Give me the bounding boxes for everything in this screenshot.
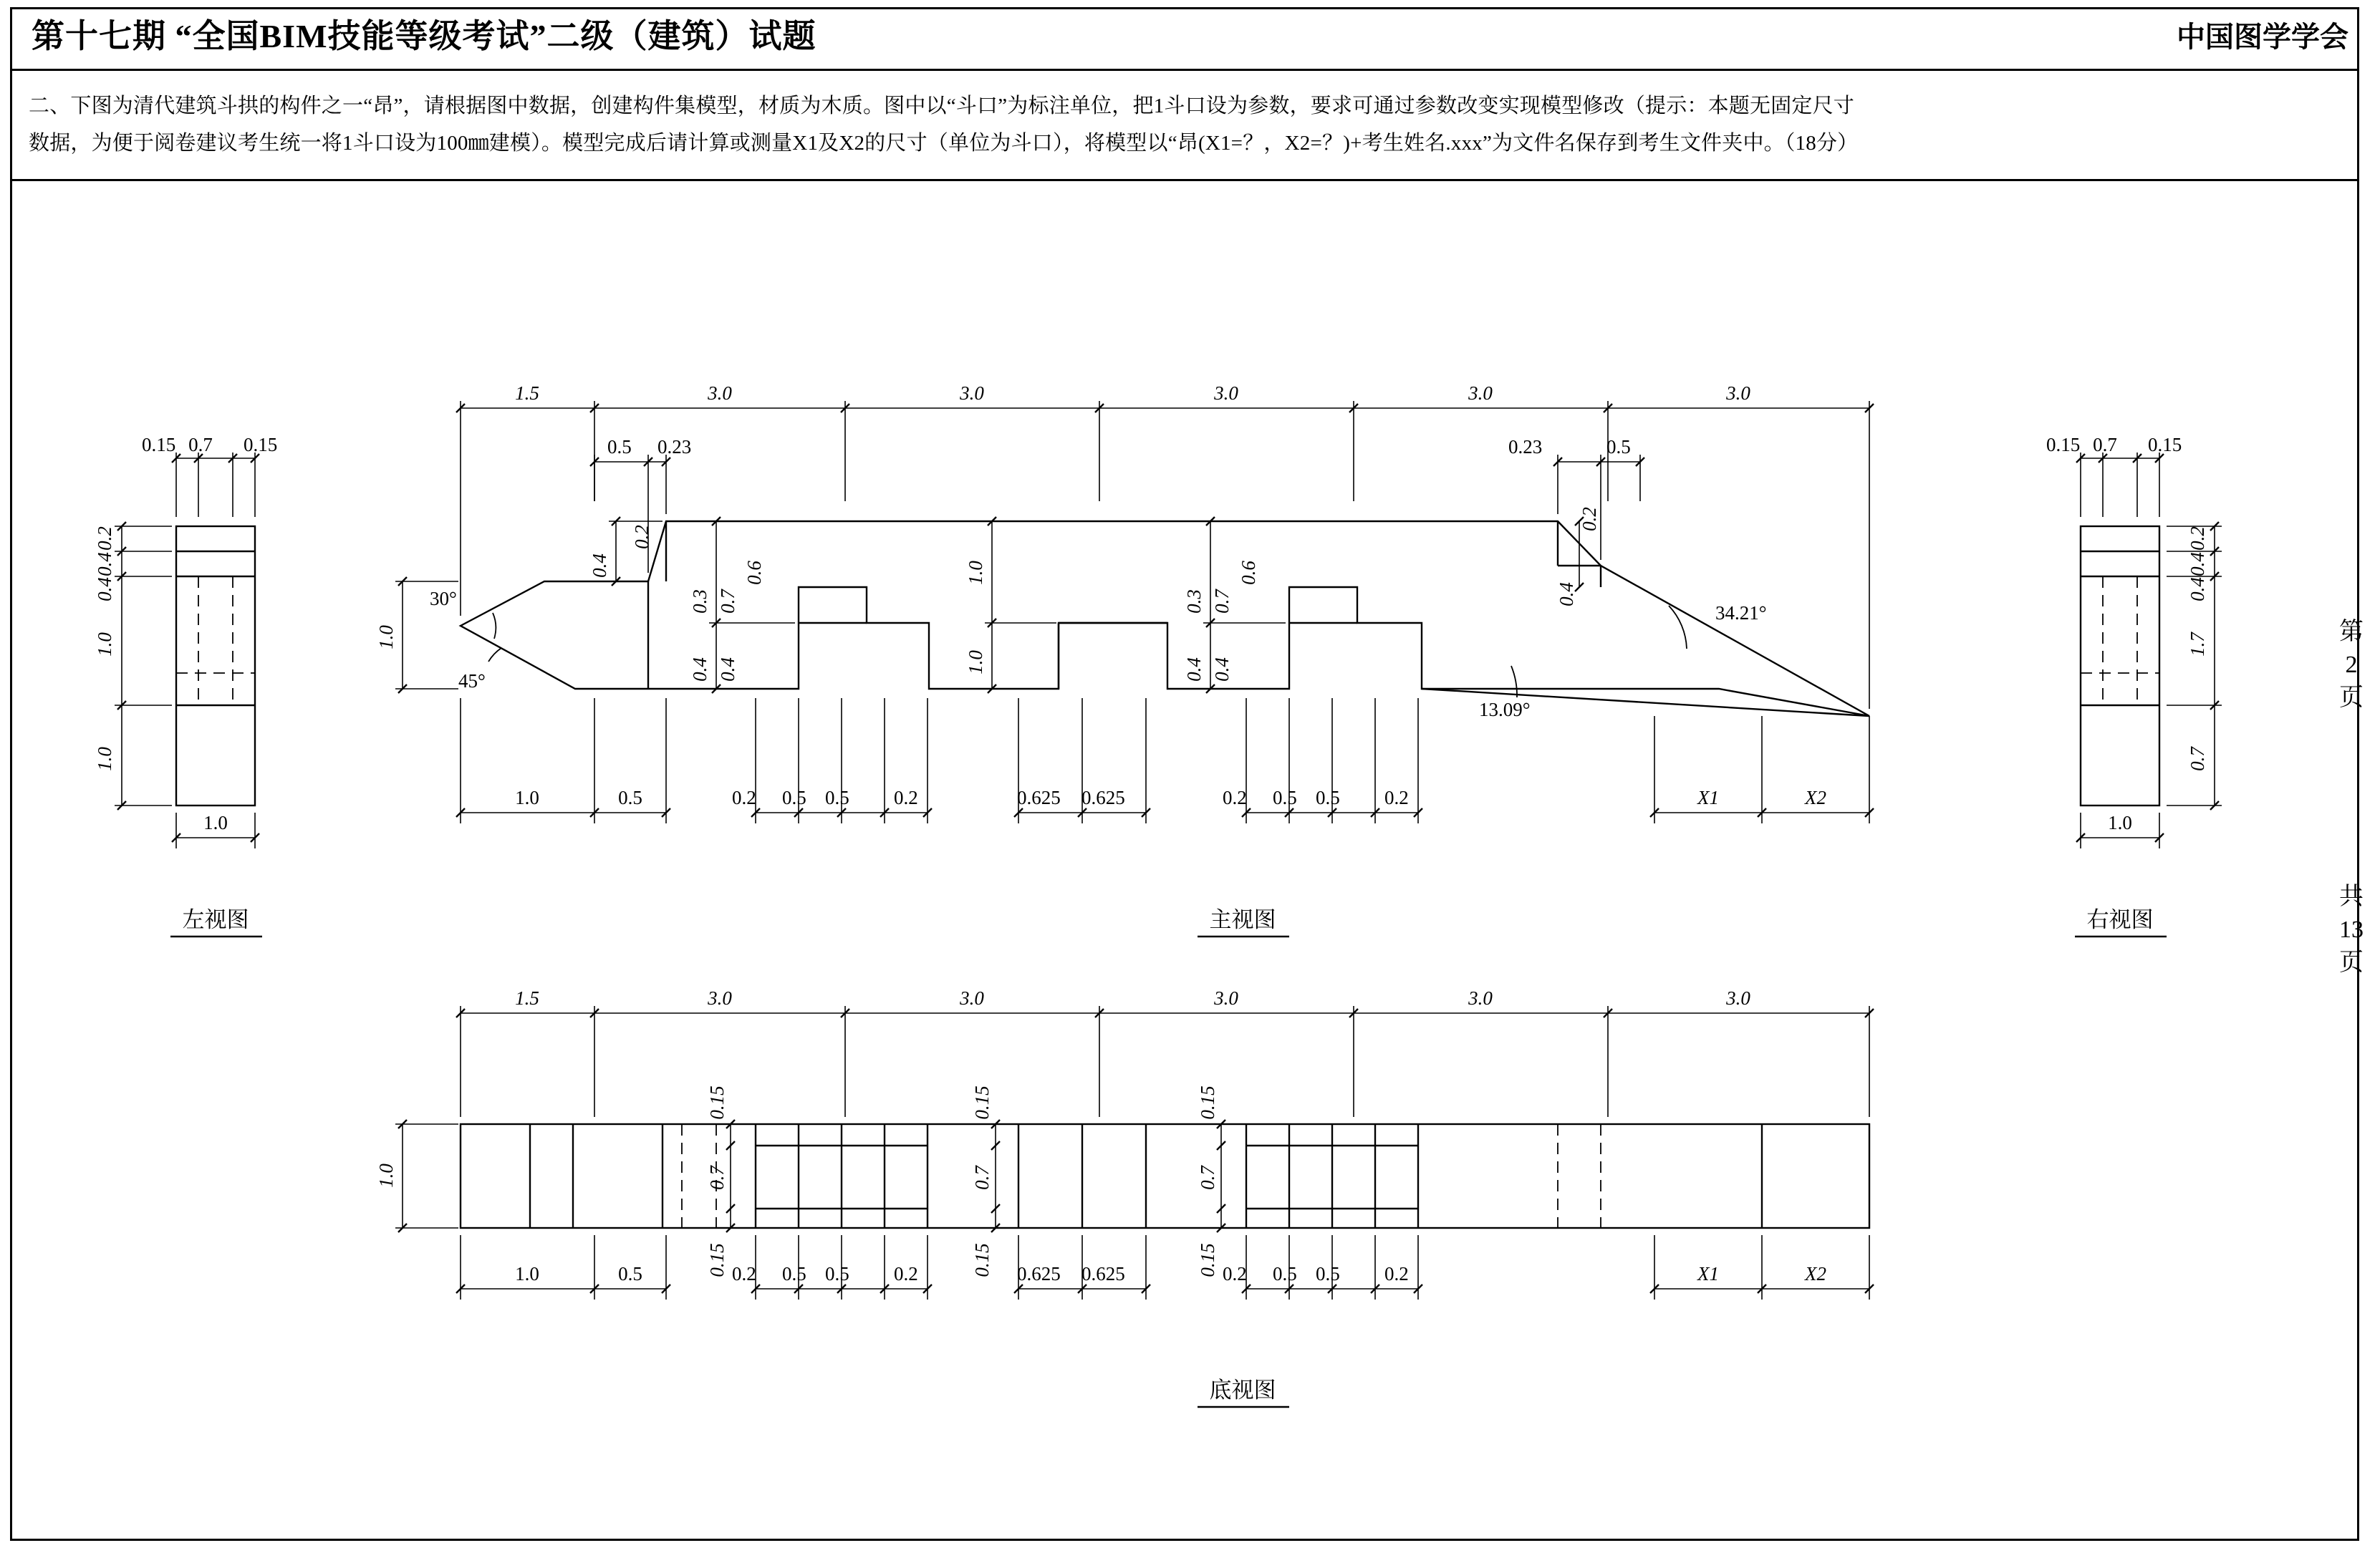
dim-front-b2-1: 0.5 [782,787,806,808]
dim-right-v-1: 0.4 [2187,552,2208,576]
dim-bottom-g1-2: 0.15 [706,1243,728,1277]
organization-label: 中国图学学会 [2177,21,2348,53]
dim-front-x2: X2 [1805,787,1826,808]
dim-right-top-1: 0.7 [2093,434,2117,455]
angle-13-09: 13.09° [1479,699,1531,720]
angle-45: 45° [458,670,486,692]
dim-bv-b1-1: 0.5 [618,1263,642,1285]
dim-bottom-top-5: 3.0 [1726,987,1750,1009]
dim-front-v3b-0: 0.4 [1183,657,1205,682]
dim-front-top-3: 3.0 [1214,382,1238,404]
dim-front-b2-2: 0.5 [825,787,849,808]
dim-bottom-g3-1: 0.7 [1197,1166,1218,1190]
dim-front-b4-2: 0.5 [1316,787,1340,808]
view-caption-bottom: 底视图 [1209,1378,1276,1403]
bottom-view-geometry [461,1124,1869,1228]
dim-left-v-3: 1.0 [94,632,115,657]
dim-front-top-2: 3.0 [960,382,984,404]
dim-front-small-left-1: 0.23 [657,436,692,458]
dim-front-v3-2: 0.6 [1238,561,1259,585]
dim-bottom-g3-2: 0.15 [1197,1243,1218,1277]
dim-front-v3-1: 0.7 [1211,589,1233,614]
dim-front-top-5: 3.0 [1726,382,1750,404]
question-line-1: 二、下图为清代建筑斗拱的构件之一“昂”，请根据图中数据，创建构件集模型，材质为木质。图中以“斗口”为标注单位，把1斗口设为参数，要求可通过参数改变实现模型修改（提示：本题无固定尺寸 [29,95,1854,117]
dim-bottom-g2-2: 0.15 [971,1243,993,1277]
dim-left-v-1: 0.4 [94,552,115,576]
dim-bv-b2-2: 0.5 [825,1263,849,1285]
view-caption-left: 左视图 [182,907,249,932]
dim-left-top-2: 0.15 [244,434,278,455]
dim-front-top-1: 3.0 [708,382,732,404]
dim-front-b1-1: 0.5 [618,787,642,808]
dim-bottom-left-height: 1.0 [375,1163,397,1188]
dim-front-b4-0: 0.2 [1223,787,1247,808]
dim-bottom-top-0: 1.5 [515,987,539,1009]
dim-bottom-top-3: 3.0 [1214,987,1238,1009]
dim-front-top-4: 3.0 [1468,382,1493,404]
dim-bv-b3-1: 0.625 [1081,1263,1125,1285]
angle-30: 30° [430,588,457,609]
dim-front-v2b-0: 0.4 [689,657,710,682]
dim-right-v-3: 1.7 [2187,632,2208,657]
dim-front-mid-1: 1.0 [965,650,986,674]
page-title: 第十七期 “全国BIM技能等级考试”二级（建筑）试题 [32,18,816,54]
dim-bottom-g2-0: 0.15 [971,1085,993,1120]
dim-front-v1-1: 0.2 [631,525,652,549]
dim-bv-b4-1: 0.5 [1273,1263,1297,1285]
dim-bottom-g1-1: 0.7 [706,1166,728,1190]
dim-left-bottom: 1.0 [203,812,228,833]
dim-bv-x2: X2 [1805,1263,1826,1285]
dim-bv-b1-0: 1.0 [515,1263,539,1285]
dim-bottom-top-1: 3.0 [708,987,732,1009]
dim-front-b3-0: 0.625 [1017,787,1061,808]
page-number-current: 第 2 页 [2339,619,2364,711]
dim-front-v2-0: 0.3 [689,589,710,614]
dim-bottom-g1-0: 0.15 [706,1085,728,1120]
dim-front-top-0: 1.5 [515,382,539,404]
dim-bottom-g2-1: 0.7 [971,1166,993,1190]
dim-front-small-right-0: 0.23 [1508,436,1543,458]
dim-front-b4-1: 0.5 [1273,787,1297,808]
dim-front-b2-0: 0.2 [732,787,756,808]
front-view-geometry [461,521,1869,716]
dim-bottom-g3-0: 0.15 [1197,1085,1218,1120]
dim-bv-b2-0: 0.2 [732,1263,756,1285]
dim-front-right-v-0: 0.2 [1579,507,1600,531]
page-number-total: 共 13 页 [2339,884,2364,976]
dim-bv-b2-3: 0.2 [894,1263,918,1285]
dim-left-v-0: 0.2 [94,526,115,551]
right-view-geometry [2081,526,2159,805]
right-view-dimensions [2046,434,2222,848]
dim-bv-x1: X1 [1697,1263,1719,1285]
dim-right-v-0: 0.2 [2187,526,2208,551]
dim-front-v2-2: 0.6 [743,561,765,585]
dim-bottom-top-2: 3.0 [960,987,984,1009]
dim-left-top-1: 0.7 [188,434,213,455]
dim-front-small-left-0: 0.5 [607,436,632,458]
dim-front-mid-0: 1.0 [965,561,986,585]
dim-front-x1: X1 [1697,787,1719,808]
angle-34-21: 34.21° [1715,602,1767,624]
dim-front-b2-3: 0.2 [894,787,918,808]
dim-front-v3b-1: 0.4 [1211,657,1233,682]
front-view-top-dimensions [456,382,1874,709]
front-view-bottom-dimensions [456,698,1874,823]
dim-bv-b4-0: 0.2 [1223,1263,1247,1285]
dim-right-v-4: 0.7 [2187,747,2208,771]
dim-front-b1-0: 1.0 [515,787,539,808]
dim-right-bottom: 1.0 [2108,812,2132,833]
left-view-dimensions [94,434,277,848]
dim-right-v-2: 0.4 [2187,577,2208,601]
left-view-geometry [176,526,255,805]
dim-front-v3-0: 0.3 [1183,589,1205,614]
dim-front-small-right-1: 0.5 [1606,436,1631,458]
dim-front-v2b-1: 0.4 [717,657,738,682]
bottom-view-slot-dimensions [706,1085,1225,1277]
view-caption-right: 右视图 [2086,907,2154,932]
dim-left-top-0: 0.15 [142,434,176,455]
bottom-view-bottom-dimensions [456,1235,1874,1300]
dim-front-v2-1: 0.7 [717,589,738,614]
dim-left-v-4: 1.0 [94,747,115,771]
dim-front-b3-1: 0.625 [1081,787,1125,808]
dim-front-v1-0: 0.4 [589,553,610,578]
front-view-angles [430,588,1767,720]
dim-front-b4-3: 0.2 [1384,787,1409,808]
dim-right-top-0: 0.15 [2046,434,2081,455]
view-caption-front: 主视图 [1209,907,1276,932]
dim-bv-b4-3: 0.2 [1384,1263,1409,1285]
dim-left-v-2: 0.4 [94,577,115,601]
dim-bv-b2-1: 0.5 [782,1263,806,1285]
front-view-vertical-dimensions [375,507,1600,693]
dim-front-left-height: 1.0 [375,625,397,649]
dim-bv-b3-0: 0.625 [1017,1263,1061,1285]
dim-front-right-v-1: 0.4 [1556,582,1577,606]
dim-bv-b4-2: 0.5 [1316,1263,1340,1285]
dim-right-top-2: 0.15 [2148,434,2182,455]
bottom-view-top-dimensions [375,987,1874,1232]
question-line-2: 数据，为便于阅卷建议考生统一将1斗口设为100㎜建模）。模型完成后请计算或测量X1及X2的尺寸（单位为斗口），将模型以“昂(X1=？，X2=？)+考生姓名.xxx”为文件名保存到考生文件夹中。（18分） [29,132,1859,155]
dim-bottom-top-4: 3.0 [1468,987,1493,1009]
